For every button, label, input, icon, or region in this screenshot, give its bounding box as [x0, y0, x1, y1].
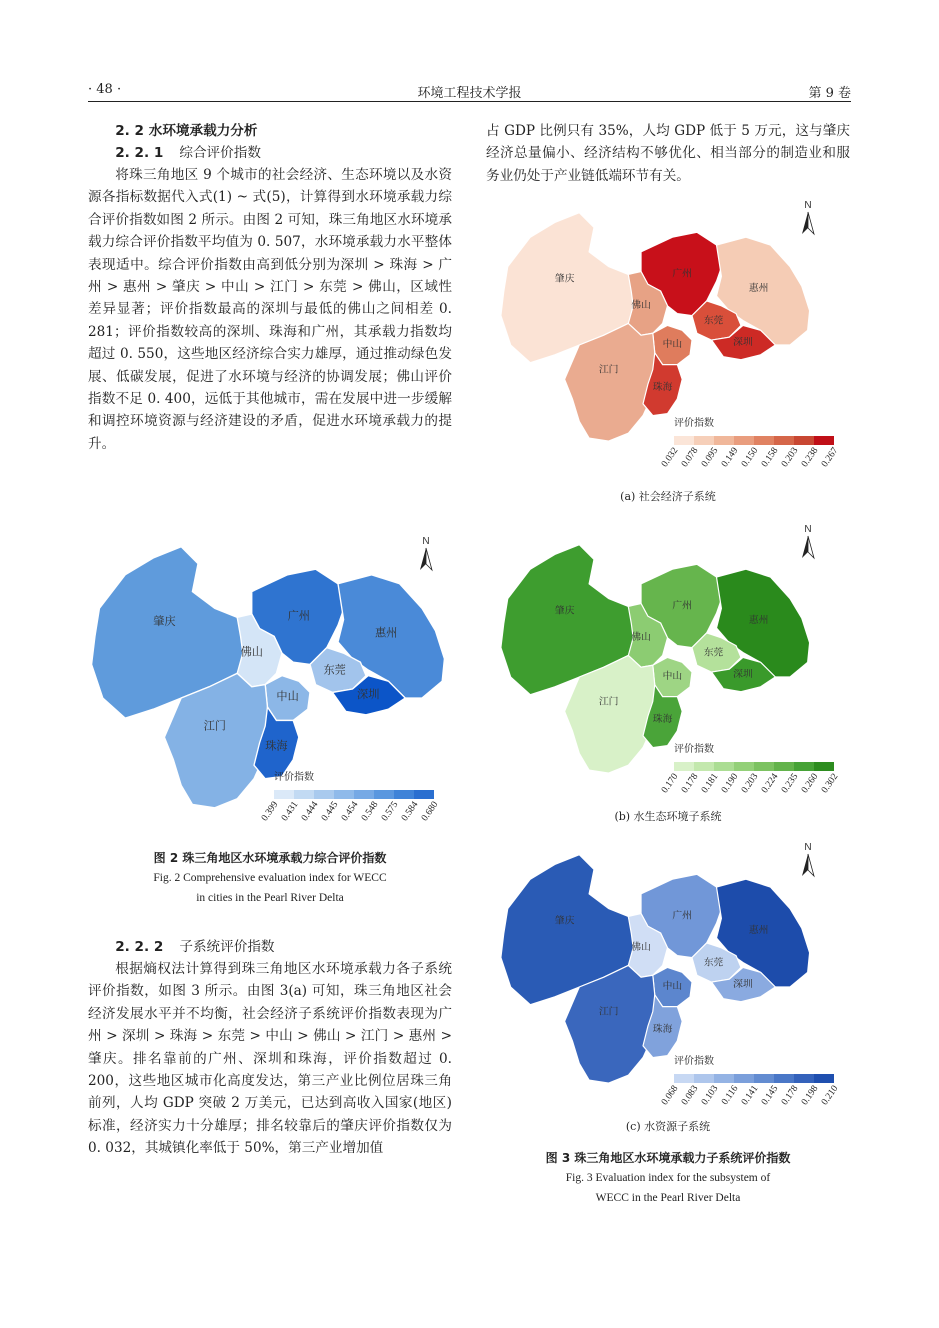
- legend-swatch: [334, 790, 354, 799]
- legend-swatch: [754, 436, 774, 445]
- legend-swatch: [394, 790, 414, 799]
- paragraph-subsystem-index: 根据熵权法计算得到珠三角地区水环境承载力各子系统评价指数，如图 3 所示。由图 3(a) 可知，珠三角地区社会经济发展水平并不均衡，社会经济子系统评价指数表现为广州 > 深圳 > 珠海 > 东莞 > 中山 > 佛山 > 江门 > 惠州 > 肇庆。排名靠前的广州、深圳和珠海，评价指数超过 0. 200，这些地区城市化高度发达，第三产业比例位居珠三角前列，人均 GDP 突破 2 万美元，已达到高收入国家(地区)标准，经济实力十分雄厚；排名较靠后的肇庆评价指数仅为 0. 032，其城镇化率低于 50%，第三产业增加值: [88, 961, 452, 1157]
- volume-label: 第 9 卷: [808, 86, 851, 101]
- legend-tick: 0.548: [360, 799, 381, 824]
- page-number: · 48 ·: [88, 82, 122, 97]
- legend-swatch: [694, 436, 714, 445]
- city-label-dongguan: 东莞: [703, 315, 724, 327]
- legend-tick: 0.399: [260, 799, 281, 824]
- city-label-shenzhen: 深圳: [733, 979, 753, 990]
- legend-tick: 0.095: [700, 445, 721, 470]
- legend-tick: 0.083: [680, 1083, 701, 1108]
- header-rule: [88, 101, 851, 102]
- subsection-heading-2-2-1: [88, 142, 452, 164]
- figure-3-caption-zh: 图 3 珠三角地区水环境承载力子系统评价指数: [545, 1151, 791, 1165]
- city-label-jiangmen: 江门: [203, 720, 226, 733]
- legend-swatch: [774, 1074, 794, 1083]
- legend-tick: 0.150: [740, 445, 761, 470]
- legend-tick: 0.178: [780, 1083, 801, 1108]
- legend-swatch: [674, 762, 694, 771]
- subsection-title: 子系统评价指数: [179, 939, 275, 955]
- north-label: N: [422, 536, 430, 547]
- city-label-shenzhen: 深圳: [733, 669, 753, 680]
- legend-title: 评价指数: [274, 772, 314, 783]
- legend-tick: 0.444: [300, 799, 321, 824]
- figure-3b-map: [486, 520, 856, 810]
- legend-swatch: [674, 436, 694, 445]
- legend-swatch: [814, 762, 834, 771]
- paragraph-comprehensive-index: 将珠三角地区 9 个城市的社会经济、生态环境以及水资源各指标数据代入式(1) ~ 式(5)，计算得到水环境承载力综合评价指数如图 2 所示。由图 2 可知，珠三角地区水环境承载力综合评价指数平均值为 0. 507，水环境承载力水平整体表现适中。综合评价指数由高到低分别为深圳 > 珠海 > 广州 > 惠州 > 肇庆 > 中山 > 江门 > 东莞 > 佛山，区域性差异显著；评价指数最高的深圳与最低的佛山之间相差 0. 281；评价指数较高的深圳、珠海和广州，其承载力指数均超过 0. 550，这些地区经济综合实力雄厚，通过推动绿色发展、低碳发展，促进了水环境与经济的协调发展；佛山评价指数不足 0. 400，远低于其他城市，需在发展中进一步缓解和调控环境资源与经济建设的矛盾，促进水环境承载力的提升。: [88, 167, 452, 452]
- legend-tick: 0.170: [660, 771, 681, 796]
- legend-tick: 0.203: [740, 771, 761, 796]
- legend-tick: 0.260: [800, 771, 821, 796]
- city-label-zhaoqing: 肇庆: [554, 273, 575, 285]
- legend: [260, 770, 441, 823]
- city-label-jiangmen: 江门: [598, 364, 619, 376]
- figure-3a-subcaption: (a) 社会经济子系统: [620, 490, 716, 503]
- legend-tick: 0.575: [380, 799, 401, 824]
- legend-tick: 0.190: [720, 771, 741, 796]
- north-label: N: [804, 842, 812, 853]
- city-label-zhuhai: 珠海: [265, 740, 288, 753]
- figure-2-caption-en-1: Fig. 2 Comprehensive evaluation index for WECC: [153, 872, 387, 884]
- legend-tick: 0.198: [800, 1083, 821, 1108]
- section-heading-2-2: 2. 2 水环境承载力分析: [115, 123, 258, 139]
- figure-3-caption-en-1: Fig. 3 Evaluation index for the subsystem of: [565, 1172, 771, 1184]
- right-column-top: [486, 120, 850, 187]
- north-label: N: [804, 524, 812, 535]
- city-label-zhongshan: 中山: [276, 691, 299, 704]
- city-label-dongguan: 东莞: [323, 664, 346, 677]
- legend-swatch: [354, 790, 374, 799]
- legend-tick: 0.149: [720, 445, 741, 470]
- figure-2-caption-zh: 图 2 珠三角地区水环境承载力综合评价指数: [153, 851, 387, 865]
- legend-swatch: [794, 762, 814, 771]
- legend-swatch: [734, 762, 754, 771]
- north-arrow-icon: [420, 536, 432, 570]
- map-regions: [501, 545, 810, 773]
- map-regions: [92, 547, 445, 808]
- legend-swatch: [734, 1074, 754, 1083]
- legend-tick: 0.068: [660, 1083, 681, 1108]
- legend-tick: 0.454: [340, 799, 361, 824]
- legend-tick: 0.302: [820, 771, 841, 796]
- city-label-zhuhai: 珠海: [652, 714, 673, 726]
- subsection-number: 2. 2. 1: [115, 145, 164, 161]
- city-label-dongguan: 东莞: [703, 647, 724, 659]
- legend-swatch: [314, 790, 334, 799]
- legend-tick: 0.178: [680, 771, 701, 796]
- legend-tick: 0.431: [280, 799, 301, 824]
- running-header: [88, 78, 851, 100]
- city-label-foshan: 佛山: [631, 941, 651, 953]
- subsection-title: 综合评价指数: [179, 145, 261, 161]
- legend-tick: 0.680: [420, 799, 441, 824]
- legend-swatch: [694, 762, 714, 771]
- legend-tick: 0.584: [400, 799, 421, 824]
- city-label-zhaoqing: 肇庆: [153, 616, 176, 629]
- legend: [660, 416, 841, 469]
- left-column-top: [88, 120, 452, 455]
- figure-3b-subcaption: (b) 水生态环境子系统: [614, 810, 722, 823]
- legend-tick: 0.235: [780, 771, 801, 796]
- subsection-heading-2-2-2: [88, 936, 452, 958]
- legend-tick: 0.032: [660, 445, 681, 470]
- city-label-zhuhai: 珠海: [652, 1024, 673, 1036]
- legend-swatch: [754, 762, 774, 771]
- city-label-guangzhou: 广州: [287, 610, 310, 623]
- legend-title: 评价指数: [674, 744, 714, 755]
- north-label: N: [804, 200, 812, 211]
- figure-3-caption-en-2: WECC in the Pearl River Delta: [595, 1192, 741, 1204]
- legend-tick: 0.103: [700, 1083, 721, 1108]
- legend-tick: 0.181: [700, 771, 721, 796]
- legend-swatch: [674, 1074, 694, 1083]
- figure-2-caption-en-2: in cities in the Pearl River Delta: [196, 892, 344, 904]
- legend-swatch: [294, 790, 314, 799]
- city-label-zhaoqing: 肇庆: [554, 605, 575, 617]
- city-label-shenzhen: 深圳: [357, 689, 380, 701]
- legend-tick: 0.145: [760, 1083, 781, 1108]
- legend-swatch: [814, 1074, 834, 1083]
- city-label-zhongshan: 中山: [662, 670, 683, 682]
- legend-swatch: [374, 790, 394, 799]
- city-label-guangzhou: 广州: [672, 600, 692, 612]
- legend-tick: 0.445: [320, 799, 341, 824]
- figure-3-caption: [486, 1148, 850, 1208]
- legend-swatch: [734, 436, 754, 445]
- paragraph-continued: 占 GDP 比例只有 35%，人均 GDP 低于 5 万元，这与肇庆经济总量偏小、经济结构不够优化、相当部分的制造业和服务业仍处于产业链低端环节有关。: [486, 123, 850, 184]
- map-regions: [501, 213, 810, 441]
- city-label-huizhou: 惠州: [748, 283, 769, 295]
- legend-tick: 0.238: [800, 445, 821, 470]
- legend: [660, 1054, 841, 1107]
- figure-2-caption: [88, 848, 452, 908]
- city-label-guangzhou: 广州: [672, 910, 692, 922]
- left-column-bottom: [88, 936, 452, 1160]
- legend-swatch: [714, 1074, 734, 1083]
- city-label-shenzhen: 深圳: [733, 337, 753, 348]
- legend-swatch: [714, 436, 734, 445]
- city-label-huizhou: 惠州: [374, 627, 398, 640]
- legend-swatch: [794, 1074, 814, 1083]
- map-regions: [501, 855, 810, 1083]
- legend-swatch: [754, 1074, 774, 1083]
- city-label-huizhou: 惠州: [748, 615, 769, 627]
- north-arrow-icon: [802, 842, 814, 876]
- legend-swatch: [774, 762, 794, 771]
- city-label-dongguan: 东莞: [703, 957, 724, 969]
- legend-swatch: [714, 762, 734, 771]
- city-label-zhongshan: 中山: [662, 338, 683, 350]
- figure-3c-map: [486, 838, 856, 1123]
- figure-2-map: [86, 530, 456, 840]
- figure-3c-subcaption: (c) 水资源子系统: [625, 1120, 711, 1133]
- legend-swatch: [694, 1074, 714, 1083]
- city-label-huizhou: 惠州: [748, 925, 769, 937]
- journal-title: 环境工程技术学报: [417, 86, 522, 101]
- legend-tick: 0.078: [680, 445, 701, 470]
- city-label-jiangmen: 江门: [598, 1006, 619, 1018]
- legend-swatch: [814, 436, 834, 445]
- legend-title: 评价指数: [674, 418, 714, 429]
- figure-3a-map: [486, 196, 856, 486]
- legend: [660, 742, 841, 795]
- legend-tick: 0.224: [760, 771, 781, 796]
- north-arrow-icon: [802, 524, 814, 558]
- legend-tick: 0.267: [820, 445, 841, 470]
- legend-tick: 0.116: [720, 1083, 741, 1107]
- legend-title: 评价指数: [674, 1056, 714, 1067]
- city-label-jiangmen: 江门: [598, 696, 619, 708]
- legend-swatch: [414, 790, 434, 799]
- city-label-zhongshan: 中山: [662, 980, 683, 992]
- subsection-number: 2. 2. 2: [115, 939, 164, 955]
- legend-swatch: [774, 436, 794, 445]
- city-label-foshan: 佛山: [240, 646, 263, 659]
- legend-tick: 0.203: [780, 445, 801, 470]
- legend-swatch: [274, 790, 294, 799]
- city-label-zhuhai: 珠海: [652, 382, 673, 394]
- north-arrow-icon: [802, 200, 814, 234]
- city-label-guangzhou: 广州: [672, 268, 692, 280]
- city-label-foshan: 佛山: [631, 631, 651, 643]
- city-label-foshan: 佛山: [631, 299, 651, 311]
- legend-tick: 0.210: [820, 1083, 841, 1108]
- legend-tick: 0.158: [760, 445, 781, 470]
- legend-swatch: [794, 436, 814, 445]
- legend-tick: 0.141: [740, 1083, 761, 1108]
- city-label-zhaoqing: 肇庆: [554, 915, 575, 927]
